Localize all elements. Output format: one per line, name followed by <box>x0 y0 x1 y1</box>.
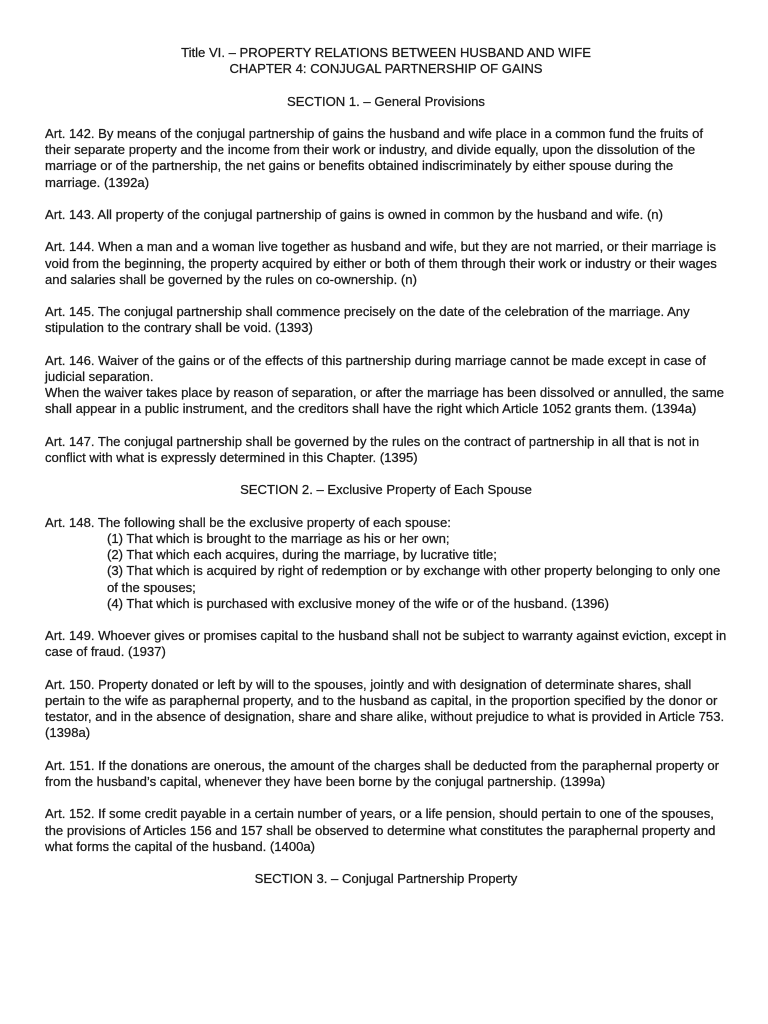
section-2-heading: SECTION 2. – Exclusive Property of Each Spouse <box>240 482 532 498</box>
list-item: (2) That which each acquires, during the marriage, by lucrative title; <box>107 547 497 563</box>
list-item: (3) That which is acquired by right of redemption or by exchange with other property belonging to only one of the spouses; <box>107 563 721 595</box>
article-148-list <box>45 531 727 612</box>
chapter-title: CHAPTER 4: CONJUGAL PARTNERSHIP OF GAINS <box>229 61 543 77</box>
list-item: (1) That which is brought to the marriage as his or her own; <box>107 530 450 546</box>
article-145: Art. 145. The conjugal partnership shall commence precisely on the date of the celebration of the marriage. Any stipulation to the contrary shall be void. (1393) <box>45 304 690 336</box>
article-151: Art. 151. If the donations are onerous, the amount of the charges shall be deducted from the paraphernal property or from the husband’s capital, whenever they have been borne by the conjugal partnership. (1399a) <box>45 757 720 789</box>
article-142: Art. 142. By means of the conjugal partnership of gains the husband and wife place in a common fund the fruits of their separate property and the income from their work or industry, and divide equally, upon the dissolution of the marriage or of the partnership, the net gains or benefits obtained indiscriminately by either spouse during the marriage. (1392a) <box>45 125 703 190</box>
article-150: Art. 150. Property donated or left by will to the spouses, jointly and with designation of determinate shares, shall pertain to the wife as paraphernal property, and to the husband as capital, in the proportion specified by the donor or testator, and in the absence of designation, share and share alike, without prejudice to what is provided in Article 753. (1398a) <box>45 676 725 741</box>
section-1-heading: SECTION 1. – General Provisions <box>287 93 485 109</box>
article-144: Art. 144. When a man and a woman live together as husband and wife, but they are not married, or their marriage is void from the beginning, the property acquired by either or both of them through their work or industry or their wages and salaries shall be governed by the rules on co-ownership. (n) <box>45 239 717 287</box>
article-149: Art. 149. Whoever gives or promises capital to the husband shall not be subject to warranty against eviction, except in case of fraud. (1937) <box>45 628 727 660</box>
article-146-continued: When the waiver takes place by reason of separation, or after the marriage has been dissolved or annulled, the same shall appear in a public instrument, and the creditors shall have the right which Article 1052 grants them. (1394a) <box>45 385 725 417</box>
article-152: Art. 152. If some credit payable in a certain number of years, or a life pension, should pertain to one of the spouses, the provisions of Articles 156 and 157 shall be observed to determine what constitutes the paraphernal property and what forms the capital of the husband. (1400a) <box>45 806 716 854</box>
document-page <box>45 45 727 887</box>
section-3-heading: SECTION 3. – Conjugal Partnership Property <box>254 871 518 887</box>
article-146: Art. 146. Waiver of the gains or of the effects of this partnership during marriage cannot be made except in case of judicial separation. <box>45 352 706 384</box>
document-title: Title VI. – PROPERTY RELATIONS BETWEEN HUSBAND AND WIFE <box>181 45 591 60</box>
article-148: Art. 148. The following shall be the exclusive property of each spouse: <box>45 514 451 530</box>
article-143: Art. 143. All property of the conjugal partnership of gains is owned in common by the husband and wife. (n) <box>45 206 663 222</box>
list-item: (4) That which is purchased with exclusive money of the wife or of the husband. (1396) <box>107 595 609 611</box>
article-147: Art. 147. The conjugal partnership shall be governed by the rules on the contract of partnership in all that is not in conflict with what is expressly determined in this Chapter. (1395) <box>45 433 700 465</box>
